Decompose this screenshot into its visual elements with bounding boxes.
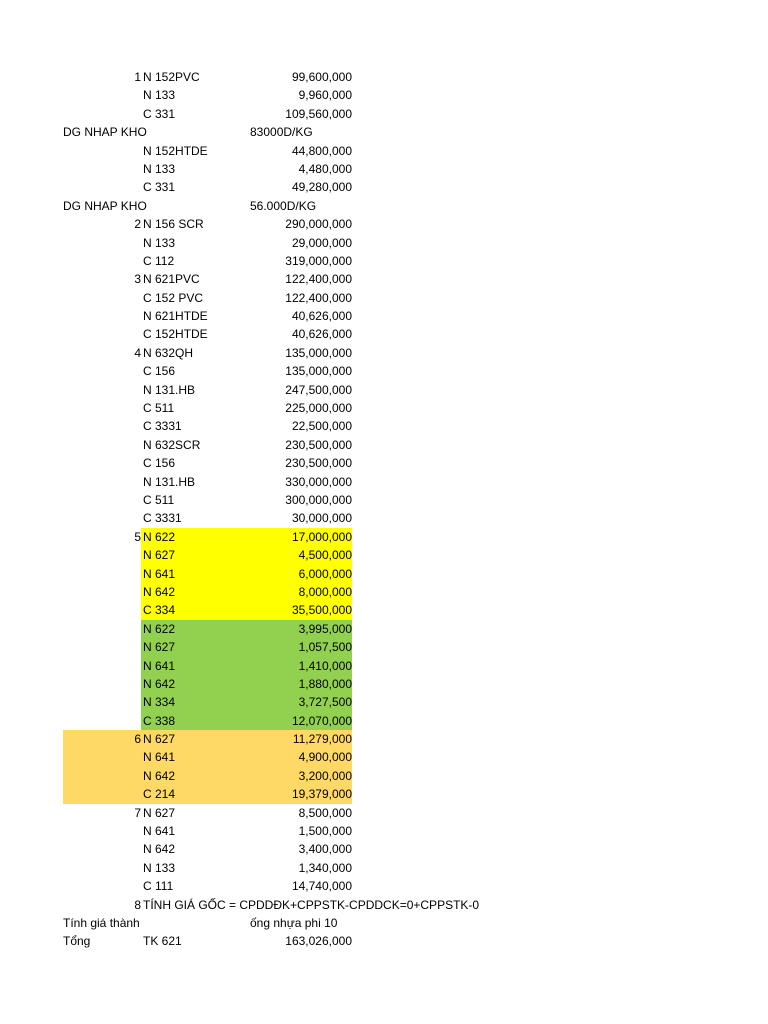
cell-col-a[interactable]: 2	[134, 217, 141, 232]
cell-amount[interactable]: 29,000,000	[291, 235, 352, 250]
cell-amount[interactable]: 8,000,000	[250, 583, 352, 601]
cell-account[interactable]: N 622	[141, 528, 250, 546]
cell-col-a[interactable]: DG NHAP KHO	[63, 198, 147, 213]
cell-amount[interactable]: 225,000,000	[285, 401, 352, 416]
sheet-row	[0, 601, 768, 619]
cell-col-a[interactable]	[63, 767, 141, 785]
sheet-row	[0, 546, 768, 564]
cell-col-a[interactable]: 8	[134, 897, 141, 912]
cell-col-a[interactable]	[63, 399, 141, 417]
cell-amount[interactable]: 230,500,000	[285, 456, 352, 471]
sheet-row	[0, 877, 768, 895]
sheet-row	[0, 399, 768, 417]
cell-col-a[interactable]: Tổng	[63, 934, 91, 949]
cell-col-a[interactable]	[63, 178, 141, 196]
cell-amount[interactable]: 14,740,000	[291, 879, 352, 894]
sheet-row	[0, 620, 768, 638]
cell-col-a[interactable]	[63, 509, 141, 527]
cell-amount[interactable]: 4,900,000	[250, 748, 352, 766]
sheet-row	[0, 785, 768, 803]
cell-account[interactable]: C 214	[141, 785, 250, 803]
cell-col-a[interactable]	[63, 307, 141, 325]
sheet-row	[0, 914, 768, 932]
sheet-row	[0, 840, 768, 858]
cell-account[interactable]	[141, 914, 250, 932]
cell-account[interactable]: C 111	[143, 879, 174, 894]
cell-col-a[interactable]	[63, 289, 141, 307]
sheet-row	[0, 197, 768, 215]
cell-amount[interactable]: 230,500,000	[285, 437, 352, 452]
sheet-row	[0, 381, 768, 399]
cell-account[interactable]: C 3331	[143, 511, 182, 526]
cell-account[interactable]: N 621PVC	[143, 272, 200, 287]
cell-account[interactable]: N 133	[143, 235, 176, 250]
cell-account[interactable]: N 133	[143, 161, 176, 176]
sheet-row	[0, 767, 768, 785]
cell-col-a[interactable]: 5	[134, 529, 141, 544]
sheet-row	[0, 583, 768, 601]
cell-amount[interactable]: 290,000,000	[285, 217, 352, 232]
cell-account[interactable]: N 641	[141, 565, 250, 583]
cell-account[interactable]	[141, 197, 250, 215]
cell-col-a[interactable]	[63, 142, 141, 160]
cell-account[interactable]: N 131.HB	[143, 474, 196, 489]
cell-account[interactable]: C 334	[141, 601, 250, 619]
cell-col-a[interactable]	[63, 712, 141, 730]
cell-amount[interactable]: 1,500,000	[298, 824, 352, 839]
cell-col-a[interactable]: Tính giá thành	[63, 915, 140, 930]
cell-account[interactable]: C 156	[143, 456, 176, 471]
cell-col-a[interactable]	[63, 234, 141, 252]
cell-amount[interactable]: 22,500,000	[291, 419, 352, 434]
cell-amount[interactable]: 35,500,000	[250, 601, 352, 619]
sheet-row	[0, 565, 768, 583]
cell-account[interactable]: N 642	[141, 767, 250, 785]
cell-amount[interactable]: 6,000,000	[250, 565, 352, 583]
cell-amount[interactable]: 99,600,000	[291, 70, 352, 84]
cell-col-a[interactable]	[63, 620, 141, 638]
cell-account[interactable]: N 133	[143, 88, 176, 103]
cell-col-a[interactable]	[63, 583, 141, 601]
cell-amount[interactable]: 4,500,000	[250, 546, 352, 564]
sheet-row	[0, 344, 768, 362]
cell-amount[interactable]: 49,280,000	[291, 180, 352, 195]
cell-col-a[interactable]: 7	[134, 805, 141, 820]
cell-account[interactable]: N 627	[141, 546, 250, 564]
cell-col-a[interactable]	[63, 859, 141, 877]
cell-amount[interactable]: 3,727,500	[250, 693, 352, 711]
cell-amount[interactable]: 44,800,000	[291, 143, 352, 158]
cell-amount[interactable]: 83000D/KG	[250, 125, 313, 140]
cell-account[interactable]: N 622	[141, 620, 250, 638]
cell-amount[interactable]: 4,480,000	[298, 161, 352, 176]
cell-col-a[interactable]: 4	[134, 345, 141, 360]
sheet-row	[0, 528, 768, 546]
sheet-row	[0, 123, 768, 141]
cell-account[interactable]: N 156 SCR	[143, 217, 204, 232]
sheet-row	[0, 693, 768, 711]
cell-amount[interactable]: 3,995,000	[250, 620, 352, 638]
cell-col-a[interactable]: DG NHAP KHO	[63, 125, 147, 140]
cell-account[interactable]: N 152PVC	[143, 70, 200, 84]
cell-account[interactable]: N 627	[143, 805, 176, 820]
sheet-row	[0, 215, 768, 233]
cell-col-a[interactable]	[63, 785, 141, 803]
cell-account[interactable]: N 642	[143, 842, 176, 857]
cell-amount[interactable]: 3,200,000	[250, 767, 352, 785]
cell-account[interactable]: C 112	[143, 253, 175, 268]
cell-amount[interactable]: 247,500,000	[285, 382, 352, 397]
cell-col-a[interactable]	[63, 546, 141, 564]
cell-account[interactable]: C 152 PVC	[143, 290, 204, 305]
sheet-row	[0, 730, 768, 748]
cell-col-a[interactable]	[63, 436, 141, 454]
sheet-row	[0, 252, 768, 270]
cell-col-a[interactable]	[63, 748, 141, 766]
cell-col-a[interactable]	[63, 417, 141, 435]
cell-amount[interactable]: 17,000,000	[250, 528, 352, 546]
sheet-row	[0, 142, 768, 160]
cell-col-a[interactable]	[63, 601, 141, 619]
cell-account[interactable]: C 156	[143, 364, 176, 379]
sheet-row	[0, 748, 768, 766]
cell-account[interactable]: N 632SCR	[143, 437, 201, 452]
cell-account[interactable]: N 642	[141, 675, 250, 693]
cell-amount[interactable]: 40,626,000	[291, 327, 352, 342]
cell-account[interactable]: C 511	[143, 401, 175, 416]
cell-amount[interactable]: 1,340,000	[298, 860, 352, 875]
cell-col-a[interactable]	[63, 491, 141, 509]
sheet-row	[0, 160, 768, 178]
cell-amount[interactable]: ống nhựa phi 10	[250, 915, 338, 930]
cell-col-a[interactable]	[63, 693, 141, 711]
spreadsheet-grid	[0, 68, 768, 951]
cell-account[interactable]: N 641	[143, 824, 176, 839]
cell-account[interactable]: C 338	[141, 712, 250, 730]
cell-col-a[interactable]	[63, 473, 141, 491]
cell-account[interactable]	[141, 123, 250, 141]
sheet-row	[0, 638, 768, 656]
cell-amount[interactable]: 56.000D/KG	[250, 198, 317, 213]
cell-account[interactable]: N 627	[141, 638, 250, 656]
sheet-row	[0, 289, 768, 307]
sheet-row	[0, 491, 768, 509]
cell-account[interactable]: N 334	[141, 693, 250, 711]
cell-amount[interactable]: 300,000,000	[285, 492, 352, 507]
cell-amount[interactable]: 135,000,000	[285, 364, 352, 379]
sheet-row	[0, 675, 768, 693]
cell-amount[interactable]: 11,279,000	[250, 730, 352, 748]
cell-amount[interactable]: 122,400,000	[285, 290, 352, 305]
sheet-row	[0, 325, 768, 343]
sheet-row	[0, 178, 768, 196]
cell-amount[interactable]: 8,500,000	[298, 805, 352, 820]
cell-amount[interactable]: 163,026,000	[285, 934, 352, 949]
cell-account[interactable]: C 152HTDE	[143, 327, 208, 342]
cell-col-a[interactable]	[63, 657, 141, 675]
cell-account[interactable]: N 641	[141, 748, 250, 766]
cell-account[interactable]: N 152HTDE	[143, 143, 208, 158]
cell-col-a[interactable]	[63, 565, 141, 583]
cell-col-a[interactable]	[63, 160, 141, 178]
cell-col-a[interactable]	[63, 86, 141, 104]
cell-amount[interactable]: 19,379,000	[250, 785, 352, 803]
sheet-row	[0, 932, 768, 950]
cell-account[interactable]: TK 621	[143, 934, 182, 949]
sheet-row	[0, 68, 768, 86]
cell-amount[interactable]: 319,000,000	[285, 253, 352, 268]
cell-col-a[interactable]	[63, 252, 141, 270]
cell-account[interactable]: N 131.HB	[143, 382, 196, 397]
sheet-row	[0, 473, 768, 491]
cell-account[interactable]: C 511	[143, 492, 175, 507]
cell-col-a[interactable]	[63, 840, 141, 858]
sheet-row	[0, 859, 768, 877]
cell-amount[interactable]: 1,880,000	[250, 675, 352, 693]
cell-account[interactable]: N 621HTDE	[143, 309, 208, 324]
sheet-row	[0, 712, 768, 730]
cell-amount[interactable]: 135,000,000	[285, 345, 352, 360]
sheet-row	[0, 436, 768, 454]
cell-col-a[interactable]: 6	[63, 730, 141, 748]
cell-account[interactable]: N 133	[143, 860, 176, 875]
sheet-row	[0, 657, 768, 675]
cell-amount[interactable]: 1,057,500	[250, 638, 352, 656]
cell-amount[interactable]: 9,960,000	[298, 88, 352, 103]
cell-account[interactable]: N 642	[141, 583, 250, 601]
cell-amount[interactable]: 109,560,000	[285, 106, 352, 121]
cell-account[interactable]: C 3331	[143, 419, 182, 434]
cell-amount[interactable]: 122,400,000	[285, 272, 352, 287]
sheet-row	[0, 417, 768, 435]
cell-account[interactable]: N 641	[141, 657, 250, 675]
cell-amount[interactable]: 3,400,000	[298, 842, 352, 857]
cell-amount[interactable]: 30,000,000	[291, 511, 352, 526]
sheet-row	[0, 454, 768, 472]
cell-col-a[interactable]	[63, 325, 141, 343]
cell-amount[interactable]: 330,000,000	[285, 474, 352, 489]
sheet-row	[0, 509, 768, 527]
cell-col-a[interactable]	[63, 877, 141, 895]
cell-col-a[interactable]	[63, 822, 141, 840]
cell-amount[interactable]: 12,070,000	[250, 712, 352, 730]
sheet-row	[0, 270, 768, 288]
cell-account[interactable]: N 627	[141, 730, 250, 748]
cell-col-a[interactable]	[63, 105, 141, 123]
cell-col-a[interactable]: 3	[134, 272, 141, 287]
cell-account[interactable]: N 632QH	[143, 345, 194, 360]
sheet-row	[0, 822, 768, 840]
sheet-row	[0, 234, 768, 252]
cell-col-a[interactable]	[63, 381, 141, 399]
cell-col-a[interactable]	[63, 675, 141, 693]
sheet-row	[0, 804, 768, 822]
cell-formula-note[interactable]: TÍNH GIÁ GỐC = CPDDĐK+CPPSTK-CPDDCK=0+CPPSTK-0	[143, 897, 480, 912]
sheet-row	[0, 307, 768, 325]
sheet-row	[0, 362, 768, 380]
cell-col-a[interactable]: 1	[134, 70, 141, 84]
cell-amount[interactable]: 1,410,000	[250, 657, 352, 675]
cell-col-a[interactable]	[63, 362, 141, 380]
cell-col-a[interactable]	[63, 638, 141, 656]
sheet-row	[0, 896, 768, 914]
sheet-row	[0, 105, 768, 123]
cell-account[interactable]: C 331	[143, 180, 176, 195]
cell-col-a[interactable]	[63, 454, 141, 472]
cell-account[interactable]: C 331	[143, 106, 176, 121]
sheet-row	[0, 86, 768, 104]
cell-amount[interactable]: 40,626,000	[291, 309, 352, 324]
